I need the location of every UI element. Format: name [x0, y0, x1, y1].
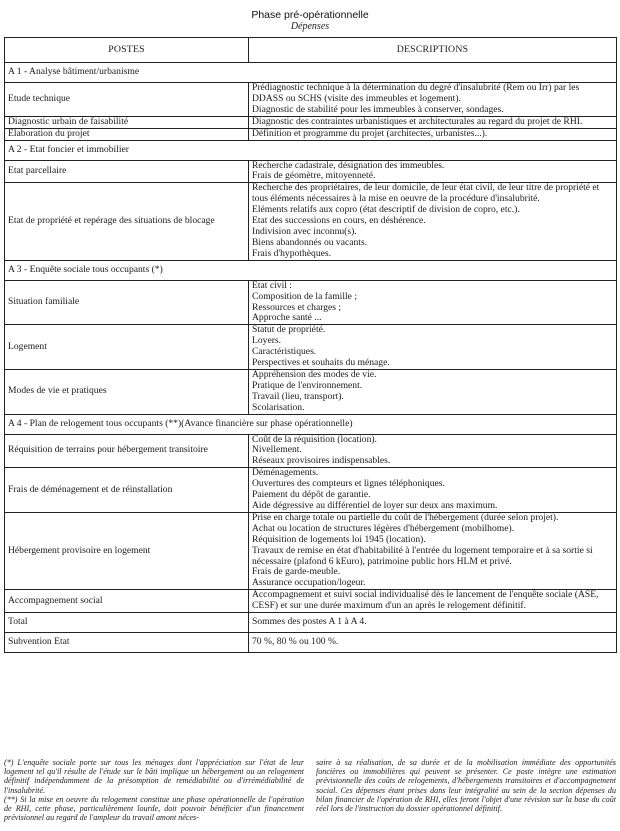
table-row [5, 512, 617, 589]
description-line: Réseaux provisoires indispensables. [252, 455, 391, 467]
poste-cell: Modes de vie et pratiques [5, 369, 249, 414]
footnotes-left-column [4, 758, 304, 822]
column-header-postes: POSTES [5, 38, 249, 63]
description-line: Caractéristiques. [252, 346, 317, 358]
description-line: Travail (lieu, transport). [252, 390, 344, 402]
description-cell [249, 128, 617, 140]
total-row [5, 633, 617, 653]
description-line: Appréhension des modes de vie. [252, 368, 377, 380]
description-line: Frais d'hypothèques. [252, 247, 332, 259]
description-cell [249, 590, 617, 613]
description-cell [249, 325, 617, 370]
description-line: Etat civil : [252, 279, 292, 291]
description-cell [249, 369, 617, 414]
poste-cell: Frais de déménagement et de réinstallation [5, 468, 249, 513]
description-line: Recherche des propriétaires, de leur domicile, de leur état civil, de leur titre de propriété et tous éléments nécessaires à la mise en oeuvre de la procédure d'insalubrité. [252, 182, 600, 205]
table-row [5, 468, 617, 513]
description-line: Diagnostic des contraintes urbanistiques et architecturales au regard du projet de RHI. [252, 115, 583, 127]
description-line: Biens abandonnés ou vacants. [252, 236, 368, 248]
table-header-row [5, 38, 617, 63]
description-line: Accompagnement et suivi social individualisé dès le lancement de l'enquête sociale (ASE, CESF) et sur une durée maximum d'un an après le relogement définitif. [252, 589, 599, 612]
table-row [5, 83, 617, 117]
description-line: Recherche cadastrale, désignation des immeubles. [252, 159, 445, 171]
table-row [5, 280, 617, 325]
poste-cell: Etat parcellaire [5, 160, 249, 183]
description-line: Diagnostic de stabilité pour les immeubles à conserver, sondages. [252, 103, 504, 115]
description-line: Achat ou location de structures légères d'hébergement (mobilhome). [252, 522, 515, 534]
description-line: Indivision avec inconnu(s). [252, 225, 357, 237]
table-row [5, 183, 617, 260]
description-line: Ouvertures des compteurs et lignes téléphoniques. [252, 478, 445, 490]
description-line: Ressources et charges ; [252, 301, 342, 313]
description-line: Composition de la famille ; [252, 290, 357, 302]
table-row [5, 325, 617, 370]
page-title: Phase pré-opérationnelle [251, 9, 369, 21]
total-value: Sommes des postes A 1 à A 4. [249, 613, 617, 633]
description-line: Statut de propriété. [252, 324, 326, 336]
footnotes-right-column [316, 758, 616, 822]
description-line: Réquisition de logements loi 1945 (location). [252, 533, 426, 545]
description-line: Frais de géomètre, mitoyenneté. [252, 170, 376, 182]
description-line: Assurance occupation/logeur. [252, 577, 366, 589]
description-line: Etat des successions en cours, en déshérence. [252, 215, 426, 227]
page-subtitle: Dépenses [290, 21, 330, 32]
footnotes [4, 758, 616, 822]
description-line: Pratique de l'environnement. [252, 379, 363, 391]
table-body [5, 63, 617, 653]
table-row [5, 128, 617, 140]
description-line: Aide dégressive au différentiel de loyer sur deux ans maximum. [252, 500, 498, 511]
description-line: Approche santé ... [252, 312, 322, 324]
footnote-1: (*) L'enquête sociale porte sur tous les ménages dont l'appréciation sur l'état de leur logement tel qu'il résulte de l'étude sur le bâti implique un hébergement ou un relogement définitif indépendamment de la présomption de remédiabilité ou d'irrémédiabilité de l'insalubrité. [4, 758, 304, 795]
expenses-table [4, 37, 617, 653]
poste-cell: Logement [5, 325, 249, 370]
description-cell [249, 83, 617, 117]
description-line: Déménagements. [252, 467, 319, 479]
section-title: A 4 - Plan de relogement tous occupants (**)(Avance financière sur phase opérationnelle) [5, 414, 617, 434]
total-label: Subvention Etat [5, 633, 249, 653]
section-title: A 1 - Analyse bâtiment/urbanisme [5, 63, 617, 83]
poste-cell: Hébergement provisoire en logement [5, 512, 249, 589]
description-line: Paiement du dépôt de garantie. [252, 489, 371, 501]
description-cell [249, 280, 617, 325]
description-line: Nivellement. [252, 444, 302, 456]
description-line: Frais de garde-meuble. [252, 566, 341, 578]
section-row [5, 260, 617, 280]
table-row [5, 369, 617, 414]
table-row [5, 116, 617, 128]
description-line: Définition et programme du projet (architectes, urbanistes...). [252, 127, 488, 139]
description-cell [249, 468, 617, 513]
poste-cell: Diagnostic urbain de faisabilité [5, 116, 249, 128]
total-row [5, 613, 617, 633]
description-line: Loyers. [252, 335, 282, 347]
description-line: Travaux de remise en état d'habitabilité à l'entrée du logement temporaire et à sa sortie si nécessaire (plafond 6 kEuro), patrimoine public hors HLM et privé. [252, 544, 593, 567]
section-row [5, 414, 617, 434]
poste-cell: Réquisition de terrains pour hébergement transitoire [5, 434, 249, 468]
page-header [0, 9, 620, 32]
description-cell [249, 183, 617, 260]
description-line: Eléments relatifs aux copro (état descriptif de division de copro, etc.). [252, 204, 520, 216]
poste-cell: Accompagnement social [5, 590, 249, 613]
description-cell [249, 160, 617, 183]
table-row [5, 590, 617, 613]
description-line: Prise en charge totale ou partielle du coût de l'hébergement (durée selon projet). [252, 511, 559, 523]
section-title: A 2 - Etat foncier et immobilier [5, 140, 617, 160]
description-line: Prédiagnostic technique à la détermination du degré d'insalubrité (Rem ou Irr) par les DDASS ou SCHS (visite des immeubles et logement). [252, 82, 580, 104]
footnote-2-part-2: saire à sa réalisation, de sa durée et de la mobilisation immédiate des opportunités foncières ou immobilières qui peuvent se présenter. Ce poste intègre une estimation prévisionnelle des coûts de relogements, d'hébergements transitoires et d'accompagnement social. Ces dépenses étant prises dans leur intégralité au sein de la section dépenses du bilan financier de l'opération de RHI, elles feront l'objet d'une révision sur la base du coût réel lors de l'instruction du dossier opérationnel définitif. [316, 758, 616, 814]
poste-cell: Elaboration du projet [5, 128, 249, 140]
description-line: Scolarisation. [252, 401, 305, 413]
total-value: 70 %, 80 % ou 100 %. [249, 633, 617, 653]
poste-cell: Etude technique [5, 83, 249, 117]
description-cell [249, 116, 617, 128]
section-row [5, 63, 617, 83]
section-title: A 3 - Enquête sociale tous occupants (*) [5, 260, 617, 280]
poste-cell: Situation familiale [5, 280, 249, 325]
table-row [5, 160, 617, 183]
table-row [5, 434, 617, 468]
section-row [5, 140, 617, 160]
description-cell [249, 434, 617, 468]
total-label: Total [5, 613, 249, 633]
column-header-descriptions: DESCRIPTIONS [249, 38, 617, 63]
description-line: Coût de la réquisition (location). [252, 433, 377, 445]
description-cell [249, 512, 617, 589]
description-line: Perspectives et souhaits du ménage. [252, 357, 390, 369]
poste-cell: Etat de propriété et repérage des situations de blocage [5, 183, 249, 260]
footnote-2-part-1: (**) Si la mise en oeuvre du relogement constitue une phase opérationnelle de l'opération de RHI, cette phase, particulièrement lourde, doit pouvoir bénéficier d'un financement prévisionnel au regard de l'ampleur du travail amont néces- [4, 794, 304, 823]
